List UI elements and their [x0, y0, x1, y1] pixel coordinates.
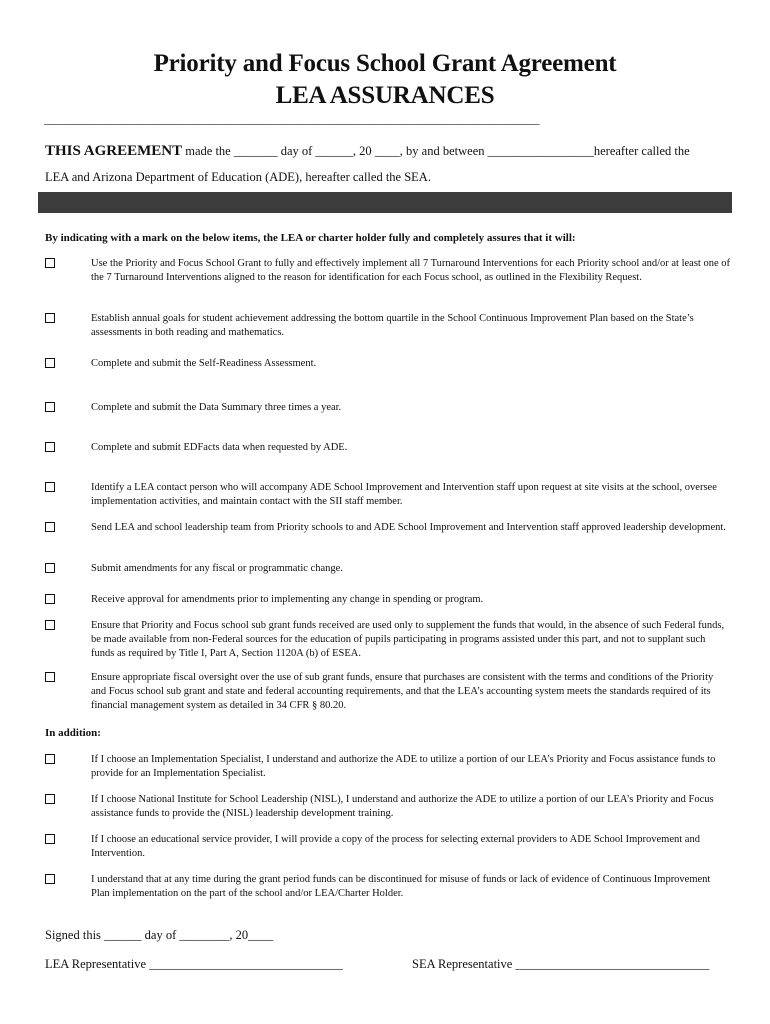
assurance-checkbox[interactable] — [45, 522, 55, 532]
assurance-intro: By indicating with a mark on the below items, the LEA or charter holder fully and completely assures that it will: — [45, 232, 576, 244]
addition-checkbox[interactable] — [45, 874, 55, 884]
addition-text: If I choose National Institute for School Leadership (NISL), I understand and authorize the ADE to utilize a portion of our LEA’s Priority and Focus assistance funds to provide the (NISL) leadership development training. — [91, 794, 714, 819]
assurance-text: Use the Priority and Focus School Grant to fully and effectively implement all 7 Turnaround Interventions for each Priority school and/or at least one of the 7 Turnaround Interventions aligned to the reason for identification for each Focus school, as outlined in the Flexibility Request. — [91, 258, 731, 283]
assurance-checkbox[interactable] — [45, 358, 55, 368]
title-separator: __________________________________________________________________________________________ — [44, 112, 539, 126]
assurance-checkbox[interactable] — [45, 594, 55, 604]
sea-representative-line[interactable]: SEA Representative _______________________________ — [412, 957, 710, 971]
document-subtitle: LEA ASSURANCES — [275, 82, 495, 109]
addition-text: If I choose an Implementation Specialist, I understand and authorize the ADE to utilize a portion of our LEA’s Priority and Focus assistance funds to provide for an Implementation Specialist. — [91, 754, 716, 779]
lea-representative-line[interactable]: LEA Representative _______________________________ — [45, 957, 343, 971]
assurance-checkbox[interactable] — [45, 672, 55, 682]
section-divider-bar — [38, 192, 732, 213]
assurance-text: Ensure that Priority and Focus school sub grant funds received are used only to supplement the funds that would, in the absence of such Federal funds, be made available from non-Federal sources for the education of pupils participating in programs assisted under this part, and not to supplant such funds as required by Title I, Part A, Section 1120A (b) of ESEA. — [91, 620, 725, 659]
assurance-checkbox[interactable] — [45, 563, 55, 573]
assurance-checkbox[interactable] — [45, 620, 55, 630]
assurance-checkbox[interactable] — [45, 402, 55, 412]
addition-text: If I choose an educational service provider, I will provide a copy of the process for selecting external providers to ADE School Improvement and Intervention. — [91, 834, 700, 859]
assurance-checkbox[interactable] — [45, 258, 55, 268]
assurance-checkbox[interactable] — [45, 313, 55, 323]
addition-checkbox[interactable] — [45, 754, 55, 764]
signed-date-line[interactable]: Signed this ______ day of ________, 20____ — [45, 928, 274, 942]
addition-checkbox[interactable] — [45, 794, 55, 804]
assurance-checkbox[interactable] — [45, 442, 55, 452]
assurance-text: Complete and submit the Self-Readiness Assessment. — [91, 358, 317, 369]
document-title: Priority and Focus School Grant Agreement — [153, 50, 617, 77]
assurance-text: Establish annual goals for student achievement addressing the bottom quartile in the School Continuous Improvement Plan based on the State’s assessments in both reading and mathematics. — [91, 313, 694, 338]
assurance-text: Identify a LEA contact person who will accompany ADE School Improvement and Intervention staff upon request at site visits at the school, oversee implementation activities, and maintain contact with the SII staff member. — [91, 482, 717, 507]
addition-checkbox[interactable] — [45, 834, 55, 844]
agreement-text: made the _______ day of ______, 20 ____, by and between _________________hereafter called the — [182, 144, 690, 158]
agreement-line-1 — [45, 143, 735, 160]
assurance-text: Complete and submit the Data Summary three times a year. — [91, 402, 342, 413]
agreement-lead: THIS AGREEMENT — [45, 143, 183, 159]
assurance-text: Ensure appropriate fiscal oversight over the use of sub grant funds, ensure that purchases are consistent with the terms and conditions of the Priority and Focus school sub grant and state and federal accounting requirements, and that the LEA’s accounting system meets the standards required of its financial management system as detailed in 34 CFR § 80.20. — [91, 672, 714, 711]
assurance-text: Submit amendments for any fiscal or programmatic change. — [91, 563, 343, 574]
assurance-text: Send LEA and school leadership team from Priority schools to and ADE School Improvement and Intervention staff approved leadership development. — [91, 522, 726, 533]
assurance-text: Receive approval for amendments prior to implementing any change in spending or program. — [91, 594, 484, 605]
addition-text: I understand that at any time during the grant period funds can be discontinued for misuse of funds or lack of evidence of Continuous Improvement Plan implementation on the part of the school and/or LEA/Charter Holder. — [91, 874, 711, 899]
in-addition-heading: In addition: — [45, 727, 101, 739]
assurance-checkbox[interactable] — [45, 482, 55, 492]
agreement-line-2: LEA and Arizona Department of Education (ADE), hereafter called the SEA. — [45, 170, 431, 184]
assurance-text: Complete and submit EDFacts data when requested by ADE. — [91, 442, 348, 453]
